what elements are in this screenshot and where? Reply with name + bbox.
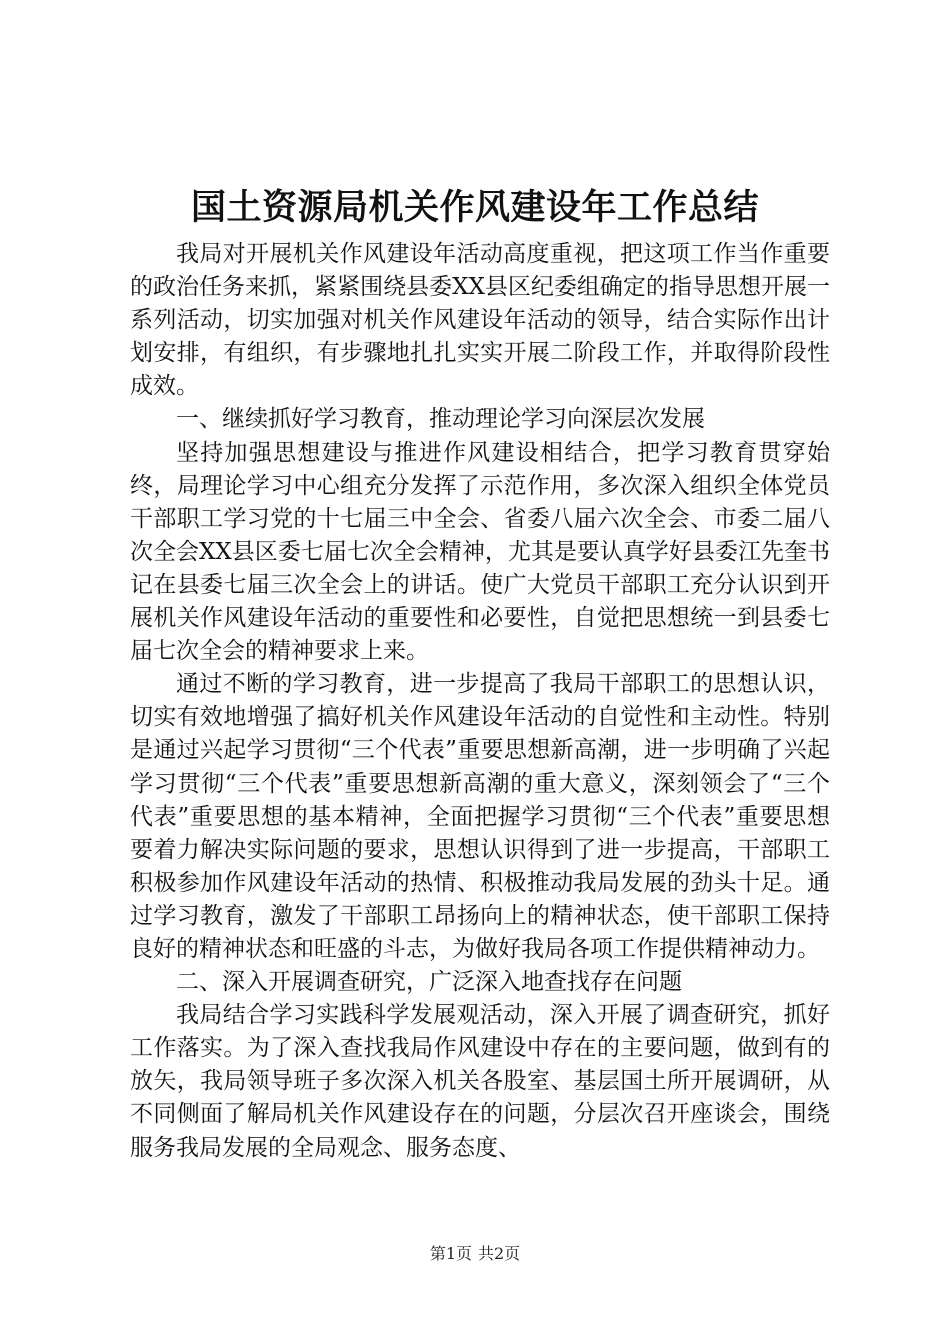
page-number-total: 共2页 [478, 1244, 521, 1263]
section-1-paragraph-1: 坚持加强思想建设与推进作风建设相结合，把学习教育贯穿始终，局理论学习中心组充分发挥了示范作用，多次深入组织全体党员干部职工学习党的十七届三中全会、省委八届六次全会、市委二届八次全会XX县区委七届七次全会精神，尤其是要认真学好县委江先奎书记在县委七届三次全会上的讲话。使广大党员干部职工充分认识到开展机关作风建设年活动的重要性和必要性，自觉把思想统一到县委七届七次全会的精神要求上来。 [130, 439, 830, 665]
page-number-current: 第1页 [429, 1244, 472, 1263]
section-heading-2: 二、深入开展调查研究，广泛深入地查找存在问题 [176, 969, 682, 996]
section-1-paragraph-2: 通过不断的学习教育，进一步提高了我局干部职工的思想认识，切实有效地增强了搞好机关作风建设年活动的自觉性和主动性。特别是通过兴起学习贯彻“三个代表”重要思想新高潮，进一步明确了兴起学习贯彻“三个代表”重要思想新高潮的重大意义，深刻领会了“三个代表”重要思想的基本精神，全面把握学习贯彻“三个代表”重要思想要着力解决实际问题的要求，思想认识得到了进一步提高，干部职工积极参加作风建设年活动的热情、积极推动我局发展的劲头十足。通过学习教育，激发了干部职工昂扬向上的精神状态，使干部职工保持良好的精神状态和旺盛的斗志，为做好我局各项工作提供精神动力。 [130, 671, 830, 962]
intro-paragraph: 我局对开展机关作风建设年活动高度重视，把这项工作当作重要的政治任务来抓，紧紧围绕县委XX县区纪委组确定的指导思想开展一系列活动，切实加强对机关作风建设年活动的领导，结合实际作出计划安排，有组织，有步骤地扎扎实实开展二阶段工作，并取得阶段性成效。 [130, 241, 830, 400]
document-title: 国土资源局机关作风建设年工作总结 [190, 187, 759, 228]
section-heading-1: 一、继续抓好学习教育，推动理论学习向深层次发展 [176, 406, 705, 433]
section-2-paragraph-1: 我局结合学习实践科学发展观活动，深入开展了调查研究，抓好工作落实。为了深入查找我局作风建设中存在的主要问题，做到有的放矢，我局领导班子多次深入机关各股室、基层国土所开展调研，从不同侧面了解局机关作风建设存在的问题，分层次召开座谈会，围绕服务我局发展的全局观念、服务态度、 [130, 1002, 830, 1161]
document-body [130, 238, 830, 1165]
page-footer [0, 1243, 950, 1265]
